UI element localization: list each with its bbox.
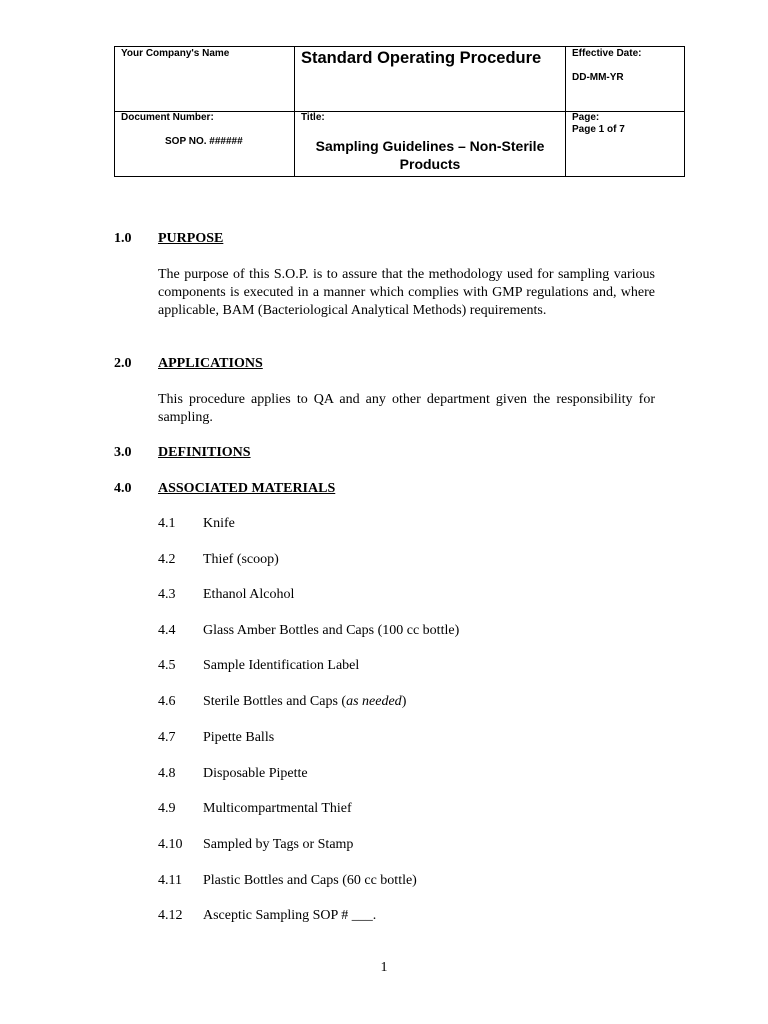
list-item-number: 4.6 [158, 694, 176, 709]
list-item: Sampled by Tags or Stamp [203, 837, 354, 852]
document-title: Sampling Guidelines – Non-Sterile Products [315, 138, 545, 172]
effective-date-value: DD-MM-YR [572, 72, 624, 83]
list-item-number: 4.3 [158, 587, 176, 602]
list-item-number: 4.2 [158, 552, 176, 567]
list-item-text-end: ) [401, 694, 407, 709]
list-item: Disposable Pipette [203, 766, 308, 781]
list-item-number: 4.11 [158, 873, 182, 888]
list-item: Pipette Balls [203, 730, 275, 745]
list-item: Glass Amber Bottles and Caps (100 cc bottle) [203, 623, 460, 638]
list-item-number: 4.12 [158, 908, 183, 923]
list-item-text: Sterile Bottles and Caps ( [203, 694, 347, 709]
section-heading-definitions: DEFINITIONS [158, 445, 251, 460]
list-item: Ethanol Alcohol [203, 587, 295, 602]
company-name: Your Company's Name [121, 48, 230, 59]
list-item-number: 4.9 [158, 801, 176, 816]
list-item-emphasis: as needed [346, 694, 402, 709]
document-number-label: Document Number: [121, 112, 214, 123]
section-heading-purpose: PURPOSE [158, 231, 224, 246]
list-item: Plastic Bottles and Caps (60 cc bottle) [203, 873, 417, 888]
effective-date-label: Effective Date: [572, 48, 642, 59]
list-item: Sample Identification Label [203, 658, 360, 673]
list-item: Knife [203, 516, 235, 531]
section-number: 2.0 [114, 356, 132, 371]
doc-type-title: Standard Operating Procedure [301, 49, 542, 67]
list-item-number: 4.4 [158, 623, 176, 638]
list-item-number: 4.7 [158, 730, 176, 745]
page-count: Page 1 of 7 [572, 124, 625, 135]
list-item-number: 4.10 [158, 837, 183, 852]
section-heading-associated-materials: ASSOCIATED MATERIALS [158, 481, 336, 496]
list-item: Thief (scoop) [203, 552, 279, 567]
page-label: Page: [572, 112, 600, 123]
section-number: 1.0 [114, 231, 132, 246]
list-item [203, 694, 406, 710]
list-item: Asceptic Sampling SOP # ___. [203, 908, 377, 923]
section-heading-applications: APPLICATIONS [158, 356, 263, 371]
list-item-number: 4.5 [158, 658, 176, 673]
section-number: 4.0 [114, 481, 132, 496]
applications-paragraph: This procedure applies to QA and any other department given the responsibility for sampling. [158, 392, 655, 425]
title-label: Title: [301, 112, 325, 123]
list-item: Multicompartmental Thief [203, 801, 352, 816]
list-item-number: 4.8 [158, 766, 176, 781]
document-number-value: SOP NO. ###### [165, 136, 243, 147]
section-number: 3.0 [114, 445, 132, 460]
page-number: 1 [380, 960, 388, 975]
sop-header-table [114, 46, 685, 177]
purpose-paragraph: The purpose of this S.O.P. is to assure that the methodology used for sampling various components is executed in a manner which complies with GMP regulations and, where applicable, BAM (Bacteriological Analytical Methods) requirements. [158, 267, 655, 318]
list-item-number: 4.1 [158, 516, 176, 531]
